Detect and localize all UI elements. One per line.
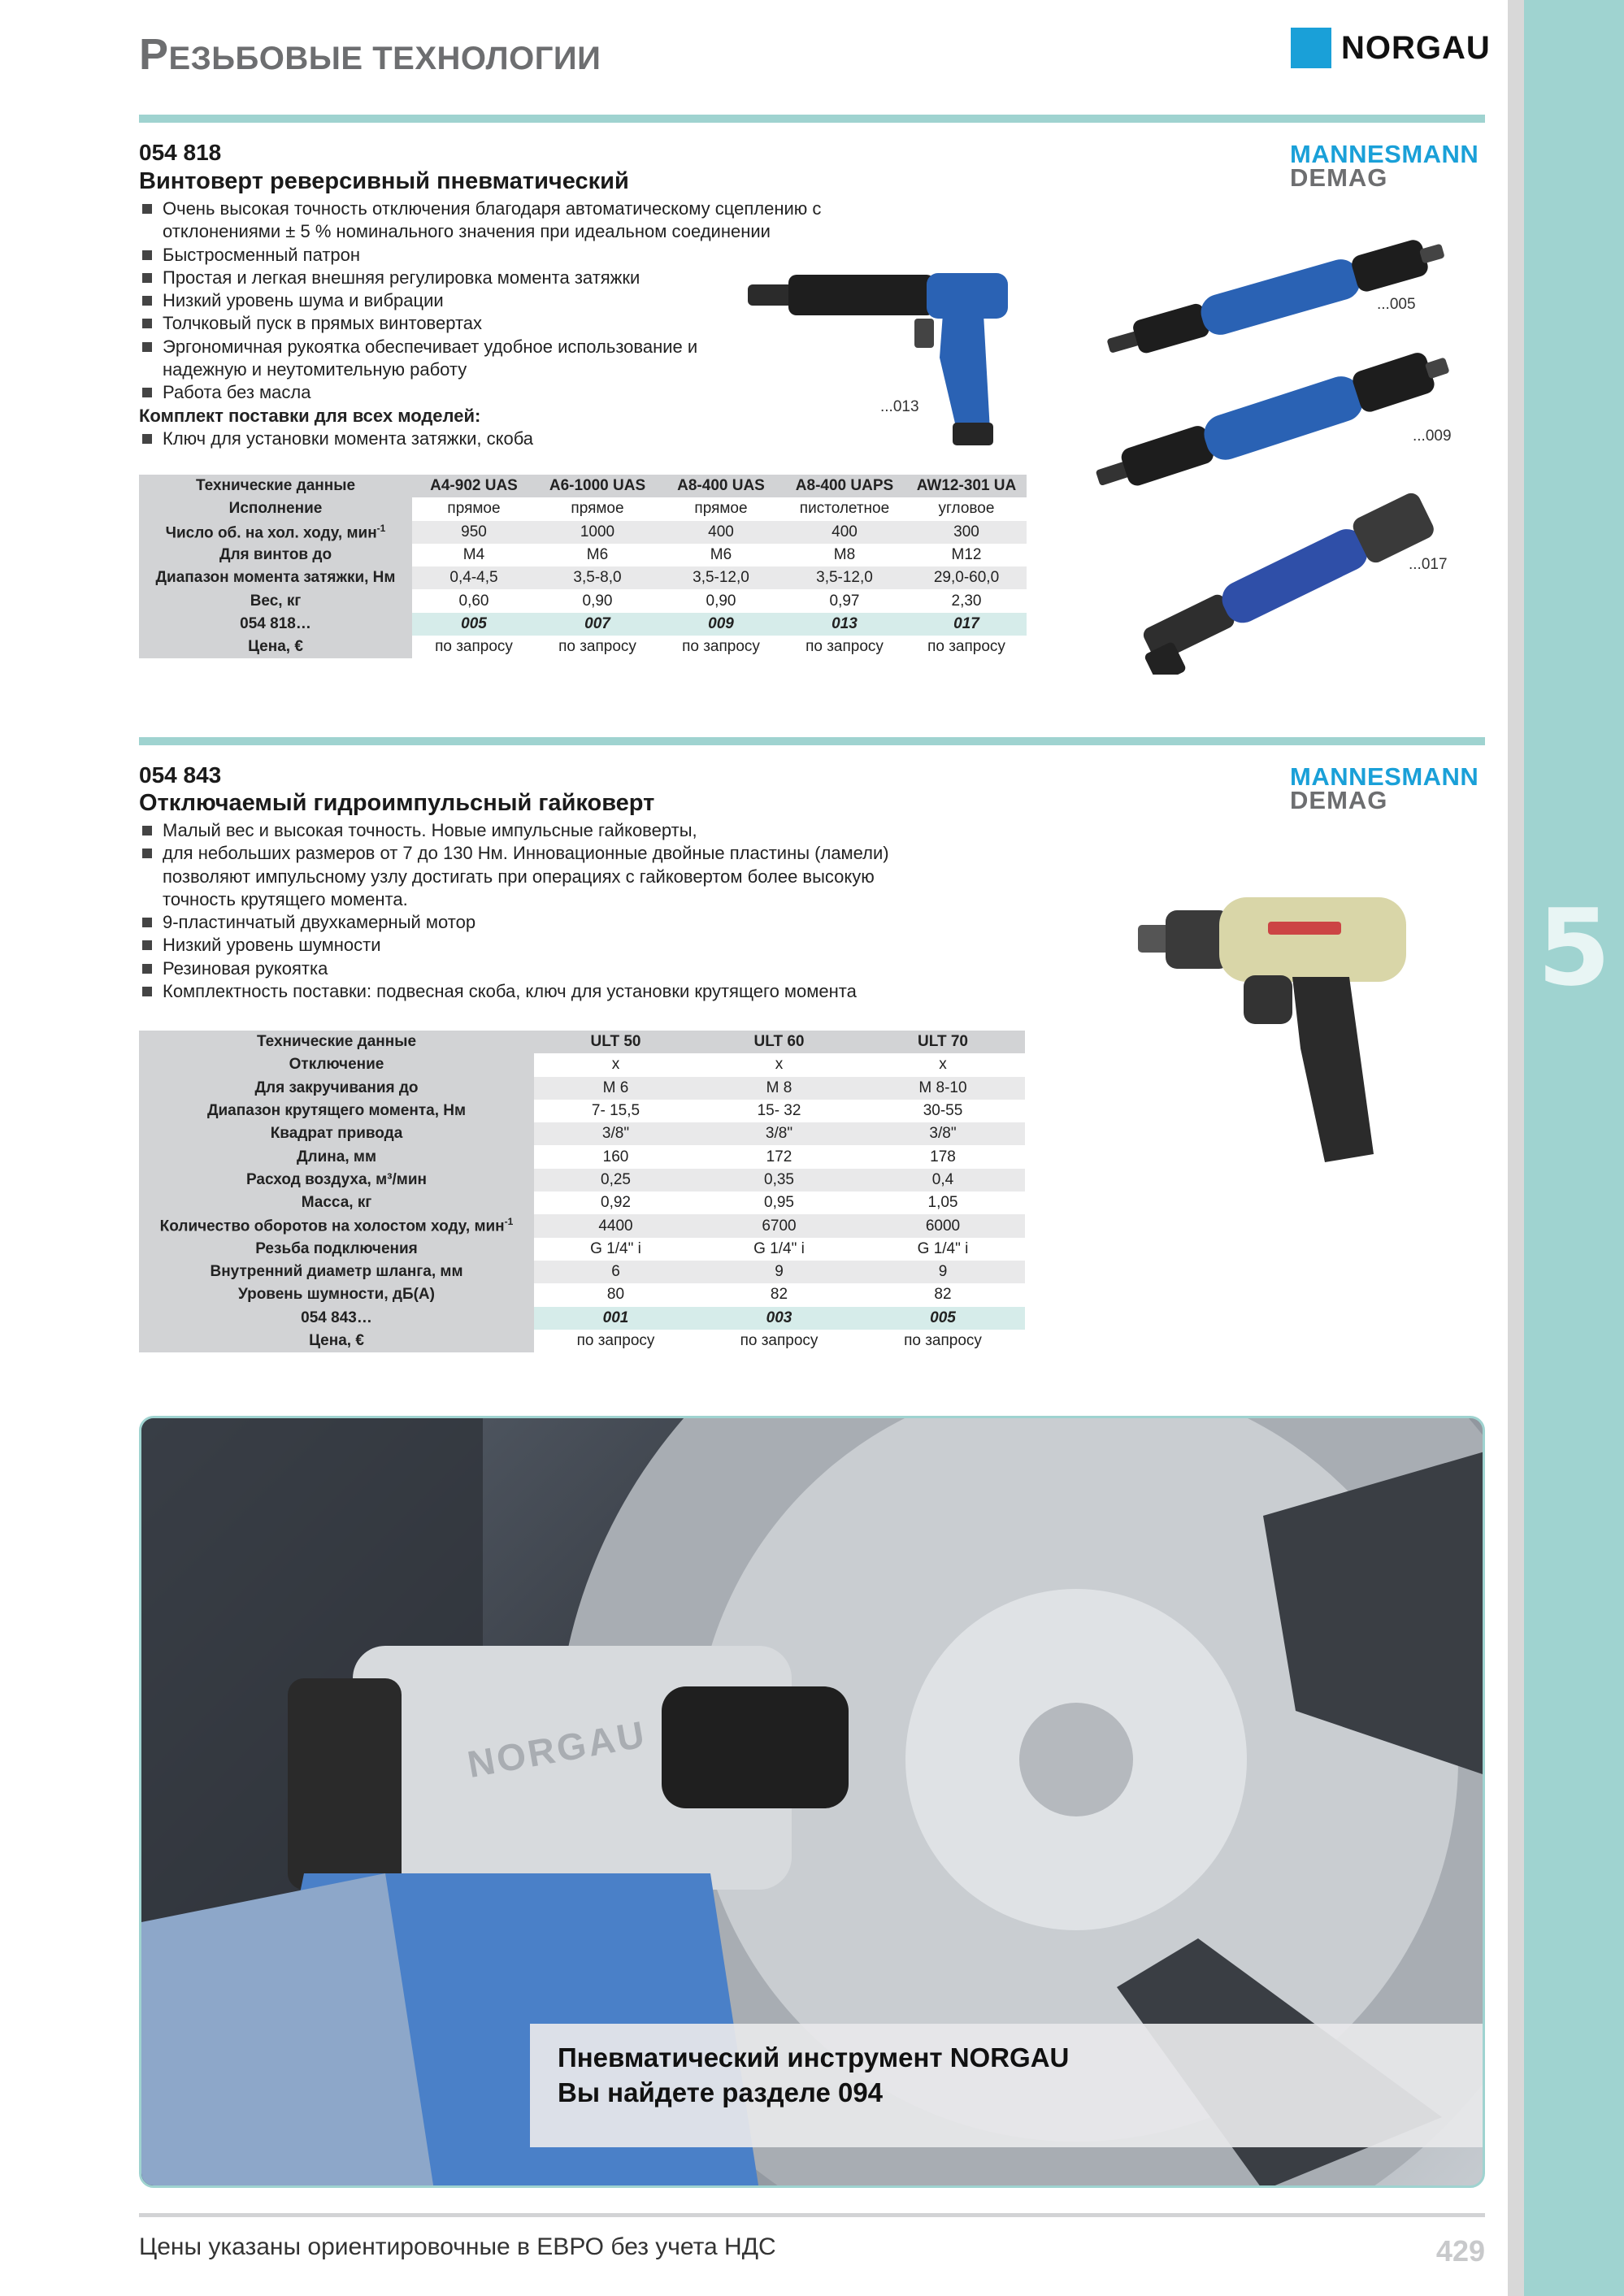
table-cell: 1000 bbox=[536, 521, 659, 544]
table-cell: по запросу bbox=[536, 636, 659, 658]
table-cell: M6 bbox=[659, 544, 783, 566]
table-cell: по запросу bbox=[783, 636, 906, 658]
list-item: Работа без масла bbox=[139, 381, 854, 404]
table-row bbox=[139, 497, 1027, 520]
row-label-text: Диапазон крутящего момента, Нм bbox=[206, 1102, 467, 1120]
row-label-text: 054 843… bbox=[301, 1309, 372, 1326]
table-row bbox=[139, 1238, 1025, 1261]
row-label bbox=[139, 1191, 534, 1214]
table-header-model: A8-400 UAPS bbox=[783, 475, 906, 497]
table-row bbox=[139, 1053, 1025, 1076]
table-cell: 0,4 bbox=[861, 1169, 1025, 1191]
table-cell: 013 bbox=[783, 613, 906, 636]
table-cell: 0,97 bbox=[783, 589, 906, 612]
row-label-text: Масса, кг bbox=[301, 1194, 372, 1212]
table-cell: 3/8" bbox=[697, 1122, 861, 1145]
article-number: 054 818 bbox=[139, 140, 222, 165]
table-cell: 0,35 bbox=[697, 1169, 861, 1191]
list-item: Очень высокая точность отключения благодаря автоматическому сцеплению с отклонениями ± 5 % номинального значения при идеальном соединении bbox=[139, 197, 854, 244]
tool-brand-marking: NORGAU bbox=[464, 1712, 650, 1786]
table-row bbox=[139, 521, 1027, 544]
table-cell: 3,5-12,0 bbox=[783, 566, 906, 589]
row-label bbox=[139, 1261, 534, 1283]
table-row bbox=[139, 1283, 1025, 1306]
unit-exponent: -1 bbox=[504, 1216, 514, 1228]
image-label: ...013 bbox=[880, 398, 919, 415]
table-row bbox=[139, 1169, 1025, 1191]
row-label bbox=[139, 1283, 534, 1306]
table-cell: 82 bbox=[697, 1283, 861, 1306]
table-row bbox=[139, 1145, 1025, 1168]
table-cell: 30-55 bbox=[861, 1100, 1025, 1122]
table-row bbox=[139, 1261, 1025, 1283]
photo-caption bbox=[530, 2024, 1485, 2147]
table-cell: 3/8" bbox=[534, 1122, 697, 1145]
section-divider bbox=[139, 737, 1485, 745]
row-label bbox=[139, 1053, 534, 1076]
table-cell: 178 bbox=[861, 1145, 1025, 1168]
table-row bbox=[139, 1191, 1025, 1214]
table-header-label: Технические данные bbox=[139, 475, 412, 497]
image-label: ...009 bbox=[1413, 428, 1452, 445]
table-cell: 6000 bbox=[861, 1214, 1025, 1237]
product-title: Винтоверт реверсивный пневматический bbox=[139, 168, 629, 194]
table-cell: прямое bbox=[536, 497, 659, 520]
table-header-model: A8-400 UAS bbox=[659, 475, 783, 497]
row-label bbox=[139, 1077, 534, 1100]
table-cell: G 1/4" i bbox=[697, 1238, 861, 1261]
list-item: Резиновая рукоятка bbox=[139, 957, 911, 980]
table-cell: 0,90 bbox=[536, 589, 659, 612]
list-item: Ключ для установки момента затяжки, скоба bbox=[139, 428, 854, 450]
table-row bbox=[139, 1214, 1025, 1237]
table-cell: прямое bbox=[412, 497, 536, 520]
row-label bbox=[139, 1307, 534, 1330]
table-cell: G 1/4" i bbox=[861, 1238, 1025, 1261]
list-item: Комплектность поставки: подвесная скоба, ключ для установки крутящего момента bbox=[139, 980, 911, 1003]
table-cell: 400 bbox=[783, 521, 906, 544]
caption-line: Вы найдете разделе 094 bbox=[558, 2077, 884, 2107]
table-header-model: ULT 70 bbox=[861, 1031, 1025, 1053]
table-row bbox=[139, 1330, 1025, 1352]
feature-list bbox=[139, 819, 911, 1003]
table-cell: прямое bbox=[659, 497, 783, 520]
table-cell: 005 bbox=[861, 1307, 1025, 1330]
table-cell: 3,5-12,0 bbox=[659, 566, 783, 589]
spec-table bbox=[139, 1031, 1025, 1352]
table-cell: 6 bbox=[534, 1261, 697, 1283]
chapter-tab bbox=[1524, 0, 1624, 2296]
table-cell: по запросу bbox=[534, 1330, 697, 1352]
image-label: ...017 bbox=[1409, 556, 1448, 573]
row-label-text: Количество оборотов на холостом ходу, мин bbox=[159, 1217, 505, 1235]
table-cell: M 8-10 bbox=[861, 1077, 1025, 1100]
brand-logo bbox=[1291, 28, 1491, 68]
table-cell: 0,95 bbox=[697, 1191, 861, 1214]
table-row bbox=[139, 636, 1027, 658]
table-header-model: ULT 60 bbox=[697, 1031, 861, 1053]
supplier-logo bbox=[1290, 141, 1485, 190]
table-cell: 0,90 bbox=[659, 589, 783, 612]
row-label-text: Вес, кг bbox=[250, 592, 302, 610]
table-cell: 300 bbox=[906, 521, 1027, 544]
list-item: Простая и легкая внешняя регулировка момента затяжки bbox=[139, 267, 854, 289]
row-label bbox=[139, 636, 412, 658]
table-cell: 009 bbox=[659, 613, 783, 636]
table-cell: 017 bbox=[906, 613, 1027, 636]
table-cell: x bbox=[534, 1053, 697, 1076]
row-label-text: Расход воздуха, м³/мин bbox=[246, 1170, 427, 1188]
supplier-logo bbox=[1290, 764, 1485, 813]
row-label-text: 054 818… bbox=[240, 614, 311, 632]
brand-name: NORGAU bbox=[1341, 29, 1491, 66]
table-cell: 80 bbox=[534, 1283, 697, 1306]
table-row bbox=[139, 1307, 1025, 1330]
table-cell: 6700 bbox=[697, 1214, 861, 1237]
table-cell: 950 bbox=[412, 521, 536, 544]
row-label bbox=[139, 1330, 534, 1352]
row-label-text: Отключение bbox=[289, 1056, 384, 1074]
list-item: Низкий уровень шума и вибрации bbox=[139, 289, 854, 312]
row-label bbox=[139, 521, 412, 544]
table-cell: 1,05 bbox=[861, 1191, 1025, 1214]
table-cell: угловое bbox=[906, 497, 1027, 520]
unit-exponent: -1 bbox=[376, 522, 386, 534]
row-label-text: Число об. на хол. ходу, мин bbox=[165, 523, 377, 541]
table-header-model: A6-1000 UAS bbox=[536, 475, 659, 497]
page-edge-shadow bbox=[1508, 0, 1524, 2296]
table-header-row bbox=[139, 1031, 1025, 1053]
row-label-text: Для винтов до bbox=[219, 546, 332, 564]
chapter-number: 5 bbox=[1537, 886, 1611, 1009]
table-cell: 400 bbox=[659, 521, 783, 544]
row-label bbox=[139, 544, 412, 566]
table-header-label: Технические данные bbox=[139, 1031, 534, 1053]
page-title-text: РЕЗЬБОВЫЕ ТЕХНОЛОГИИ bbox=[139, 30, 601, 79]
table-row bbox=[139, 1100, 1025, 1122]
section-divider bbox=[139, 115, 1485, 123]
table-cell: 7- 15,5 bbox=[534, 1100, 697, 1122]
page-number: 429 bbox=[1435, 2234, 1485, 2268]
row-label-text: Резьба подключения bbox=[255, 1239, 418, 1257]
row-label bbox=[139, 613, 412, 636]
table-cell: x bbox=[697, 1053, 861, 1076]
table-cell: x bbox=[861, 1053, 1025, 1076]
table-row bbox=[139, 544, 1027, 566]
article-number: 054 843 bbox=[139, 762, 222, 788]
table-cell: пистолетное bbox=[783, 497, 906, 520]
table-row bbox=[139, 1122, 1025, 1145]
table-row bbox=[139, 589, 1027, 612]
list-item: Низкий уровень шумности bbox=[139, 934, 911, 957]
table-cell: 4400 bbox=[534, 1214, 697, 1237]
brand-square-icon bbox=[1291, 28, 1331, 68]
row-label bbox=[139, 497, 412, 520]
table-cell: M8 bbox=[783, 544, 906, 566]
row-label bbox=[139, 566, 412, 589]
supplier-logo-line1: MANNESMANN bbox=[1290, 762, 1479, 791]
table-row bbox=[139, 1077, 1025, 1100]
table-header-model: ULT 50 bbox=[534, 1031, 697, 1053]
table-cell: по запросу bbox=[697, 1330, 861, 1352]
row-label-text: Цена, € bbox=[309, 1332, 364, 1349]
row-label-text: Длина, мм bbox=[297, 1148, 376, 1165]
table-cell: 007 bbox=[536, 613, 659, 636]
table-cell: 3,5-8,0 bbox=[536, 566, 659, 589]
price-note: Цены указаны ориентировочные в ЕВРО без учета НДС bbox=[139, 2233, 776, 2260]
spec-table bbox=[139, 475, 1027, 658]
list-item: 9-пластинчатый двухкамерный мотор bbox=[139, 911, 911, 934]
promo-photo bbox=[139, 1416, 1485, 2188]
table-header-model: A4-902 UAS bbox=[412, 475, 536, 497]
impact-wrench-image bbox=[1130, 886, 1422, 1178]
list-item: Толчковый пуск в прямых винтовертах bbox=[139, 312, 854, 335]
table-cell: по запросу bbox=[861, 1330, 1025, 1352]
scope-heading: Комплект поставки для всех моделей: bbox=[139, 405, 481, 426]
row-label bbox=[139, 1100, 534, 1122]
row-label-text: Квадрат привода bbox=[270, 1125, 403, 1143]
page-title bbox=[139, 29, 601, 80]
table-cell: M 6 bbox=[534, 1077, 697, 1100]
supplier-logo-line2: DEMAG bbox=[1290, 786, 1388, 814]
table-header-row bbox=[139, 475, 1027, 497]
table-cell: M12 bbox=[906, 544, 1027, 566]
table-cell: 0,60 bbox=[412, 589, 536, 612]
table-cell: 9 bbox=[697, 1261, 861, 1283]
table-cell: 82 bbox=[861, 1283, 1025, 1306]
row-label-text: Для закручивания до bbox=[254, 1079, 419, 1096]
table-cell: 160 bbox=[534, 1145, 697, 1168]
table-cell: 003 bbox=[697, 1307, 861, 1330]
table-cell: по запросу bbox=[906, 636, 1027, 658]
table-row bbox=[139, 613, 1027, 636]
row-label bbox=[139, 589, 412, 612]
row-label bbox=[139, 1238, 534, 1261]
row-label bbox=[139, 1169, 534, 1191]
row-label-text: Цена, € bbox=[248, 638, 303, 656]
table-cell: M 8 bbox=[697, 1077, 861, 1100]
list-item: для небольших размеров от 7 до 130 Нм. Инновационные двойные пластины (ламели) позволяют импульсному узлу достигать при операциях с гайковертом более высокую точность крутящего момента. bbox=[139, 842, 903, 911]
row-label bbox=[139, 1122, 534, 1145]
table-cell: 0,4-4,5 bbox=[412, 566, 536, 589]
row-label-text: Исполнение bbox=[228, 500, 323, 518]
caption-line: Пневматический инструмент NORGAU bbox=[558, 2042, 1070, 2072]
table-cell: 29,0-60,0 bbox=[906, 566, 1027, 589]
table-cell: 0,92 bbox=[534, 1191, 697, 1214]
image-label: ...005 bbox=[1377, 296, 1416, 313]
row-label-text: Уровень шумности, дБ(А) bbox=[238, 1286, 435, 1304]
row-label-text: Внутренний диаметр шланга, мм bbox=[210, 1263, 463, 1281]
table-cell: 001 bbox=[534, 1307, 697, 1330]
table-cell: 9 bbox=[861, 1261, 1025, 1283]
product-title: Отключаемый гидроимпульсный гайковерт bbox=[139, 790, 655, 816]
row-label bbox=[139, 1214, 534, 1237]
list-item: Малый вес и высокая точность. Новые импульсные гайковерты, bbox=[139, 819, 911, 842]
table-cell: 005 bbox=[412, 613, 536, 636]
table-cell: 172 bbox=[697, 1145, 861, 1168]
table-cell: M6 bbox=[536, 544, 659, 566]
supplier-logo-line1: MANNESMANN bbox=[1290, 140, 1479, 168]
supplier-logo-line2: DEMAG bbox=[1290, 163, 1388, 192]
row-label bbox=[139, 1145, 534, 1168]
table-cell: G 1/4" i bbox=[534, 1238, 697, 1261]
table-header-model: AW12-301 UA bbox=[906, 475, 1027, 497]
list-item: Эргономичная рукоятка обеспечивает удобное использование и надежную и неутомительную работу bbox=[139, 336, 724, 382]
pistol-screwdriver-image bbox=[740, 268, 1024, 463]
list-item: Быстросменный патрон bbox=[139, 244, 854, 267]
table-cell: по запросу bbox=[412, 636, 536, 658]
table-cell: по запросу bbox=[659, 636, 783, 658]
table-cell: 2,30 bbox=[906, 589, 1027, 612]
table-cell: 15- 32 bbox=[697, 1100, 861, 1122]
table-cell: M4 bbox=[412, 544, 536, 566]
table-cell: 3/8" bbox=[861, 1122, 1025, 1145]
table-cell: 0,25 bbox=[534, 1169, 697, 1191]
footer-rule bbox=[139, 2213, 1485, 2217]
row-label-text: Диапазон момента затяжки, Нм bbox=[155, 569, 396, 587]
table-row bbox=[139, 566, 1027, 589]
